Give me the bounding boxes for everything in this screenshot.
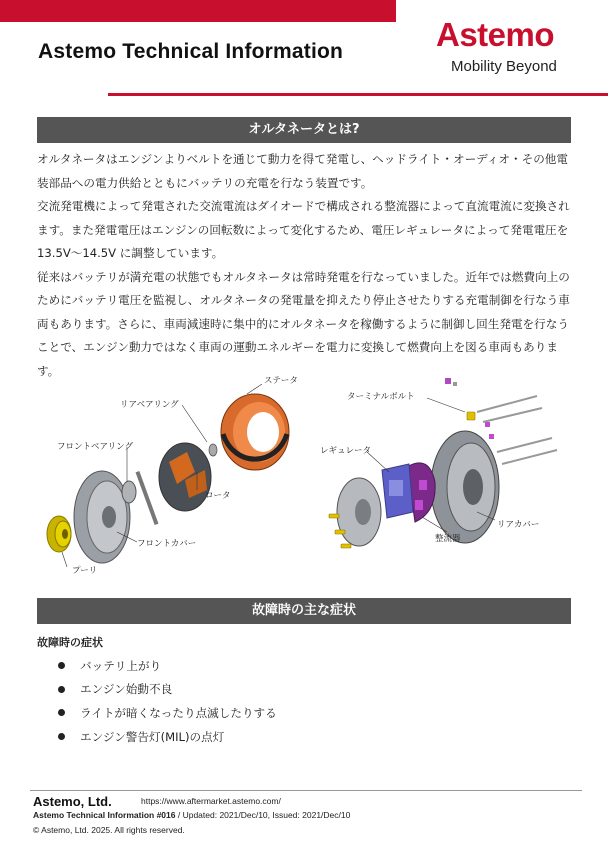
label-rectifier: 整流器 <box>435 534 461 544</box>
footer-doc-info <box>33 810 350 820</box>
paragraph: 従来はバッテリが満充電の状態でもオルタネータは常時発電を行なっていました。近年では燃費向上のためにバッテリ電圧を監視し、オルタネータの発電量を抑えたり停止させたりする充電制御を行なう車両もあります。さらに、車両減速時に集中的にオルタネータを稼働するように制御し回生発電を行なうことで、エンジン動力ではなく車両の運動エネルギーを電力に変換して燃費向上を図る車両もあります。 <box>37 269 570 378</box>
bullet-icon <box>58 733 65 740</box>
paragraph: 交流発電機によって発電された交流電流はダイオードで構成される整流器によって直流電流に変換されます。また発電電圧はエンジンの回転数によって変化するため、電圧レギュレータによって発電電圧を 13.5V〜14.5V に調整しています。 <box>37 199 570 260</box>
symptoms-subheading: 故障時の症状 <box>37 636 103 649</box>
label-front-cover: フロントカバー <box>137 539 197 549</box>
doc-dates: / Updated: 2021/Dec/10, Issued: 2021/Dec/10 <box>175 810 351 820</box>
pulley-part <box>47 516 71 552</box>
label-rear-cover: リアカバー <box>497 520 540 530</box>
rotor-part <box>136 443 217 525</box>
footer-copyright: © Astemo, Ltd. 2025. All rights reserved. <box>33 825 185 835</box>
symptom-text: バッテリ上がり <box>80 658 162 673</box>
label-terminal-bolt: ターミナルボルト <box>347 392 415 402</box>
paragraph: オルタネータはエンジンよりベルトを通じて動力を得て発電し、ヘッドライト・オーディオ・その他電装部品への電力供給とともにバッテリの充電を行なう装置です。 <box>37 152 568 190</box>
symptom-text: エンジン始動不良 <box>80 682 173 697</box>
front-cover-part <box>74 471 130 563</box>
label-rear-bearing: リアベアリング <box>120 400 179 410</box>
list-item <box>58 725 277 749</box>
brand-tagline: Mobility Beyond <box>451 58 557 75</box>
section-heading-what-is-alternator: オルタネータとは? <box>37 117 571 143</box>
header-accent-bar <box>0 0 396 22</box>
stator-part <box>221 394 289 470</box>
symptom-text: ライトが暗くなったり点滅したりする <box>80 705 277 720</box>
alternator-exploded-diagram <box>37 372 571 584</box>
label-front-bearing: フロントベアリング <box>57 442 133 452</box>
section-heading-symptoms: 故障時の主な症状 <box>37 598 571 624</box>
end-plate-part <box>337 478 381 546</box>
list-item <box>58 654 277 678</box>
bullet-icon <box>58 686 65 693</box>
header-divider <box>108 93 608 96</box>
exploded-view-illustration <box>37 372 571 584</box>
label-stator: ステータ <box>264 376 298 386</box>
label-regulator: レギュレータ <box>320 446 372 456</box>
footer-brand: Astemo, Ltd. <box>33 794 112 809</box>
list-item <box>58 678 277 702</box>
brand-logo: Astemo <box>436 16 555 53</box>
rear-cover-part <box>431 431 499 543</box>
intro-text <box>37 148 573 383</box>
footer-url-link[interactable]: https://www.aftermarket.astemo.com/ <box>141 796 281 806</box>
bullet-icon <box>58 662 65 669</box>
front-bearing-part <box>122 481 136 503</box>
doc-number: Astemo Technical Information #016 <box>33 810 176 820</box>
regulator-part <box>382 464 413 518</box>
page-title: Astemo Technical Information <box>38 40 344 63</box>
symptom-text: エンジン警告灯(MIL)の点灯 <box>80 729 225 744</box>
list-item <box>58 701 277 725</box>
label-pulley: プーリ <box>72 566 98 576</box>
bullet-icon <box>58 709 65 716</box>
symptom-list <box>58 654 277 748</box>
label-rotor: ロータ <box>205 491 231 501</box>
footer-divider <box>30 790 582 791</box>
